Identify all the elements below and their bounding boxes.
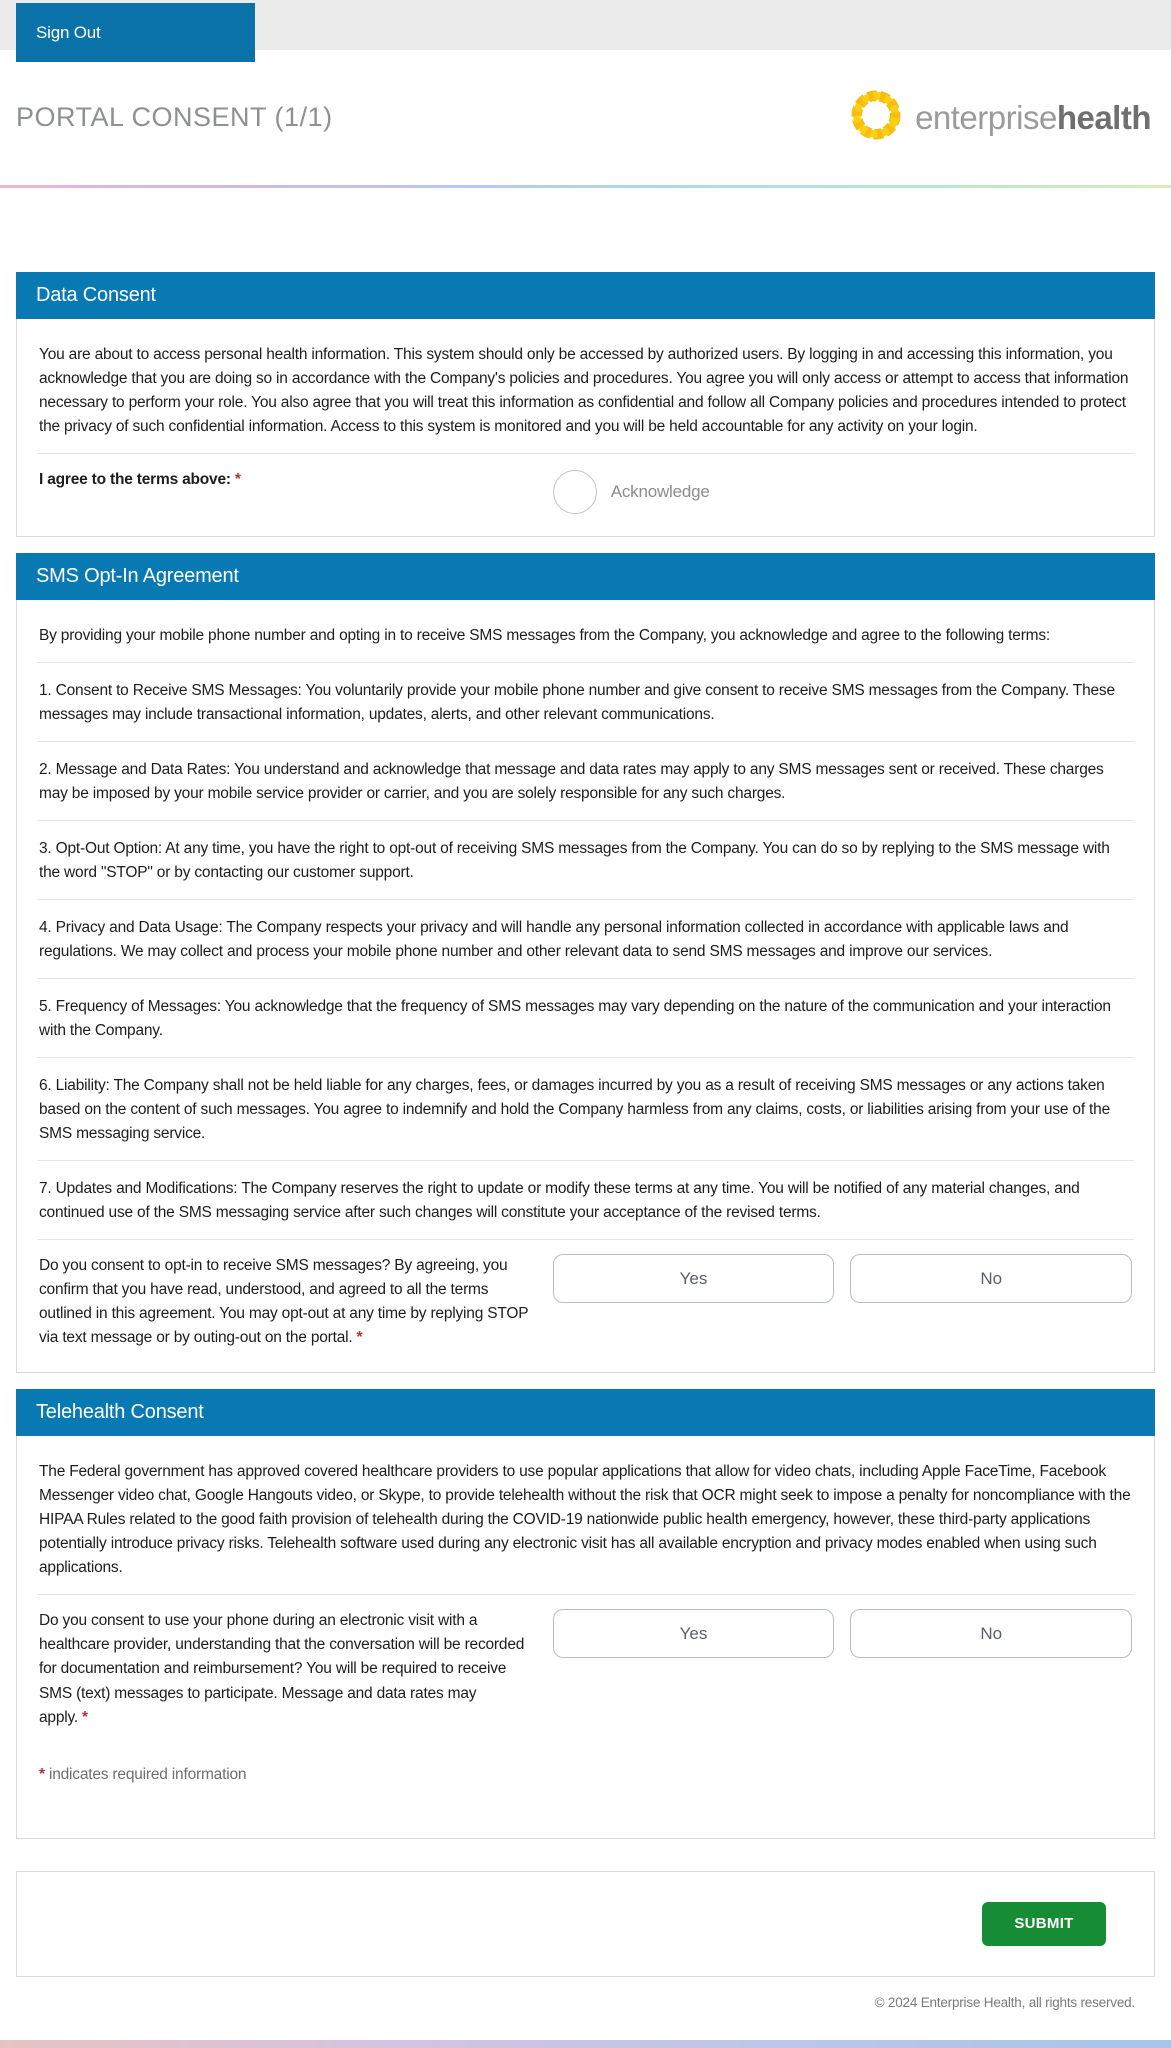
top-bar <box>0 0 1171 50</box>
sms-question-text: Do you consent to opt-in to receive SMS messages? By agreeing, you confirm that you have read, understood, and agreed to all the terms outlined in this agreement. You may opt-out at any time by replying STOP via text message or by outing-out on the portal. <box>39 1257 529 1347</box>
logo-word-enterprise: enterprise <box>915 98 1057 136</box>
sunflower-logo-icon <box>845 84 907 151</box>
bottom-gradient-bar <box>0 2040 1171 2048</box>
required-footnote <box>37 1738 1134 1824</box>
sms-term-4: 4. Privacy and Data Usage: The Company respects your privacy and will handle any personal information collected in accordance with applicable laws and regulations. We may collect and process your mobile phone number and other relevant data to send SMS messages and improve our services. <box>39 919 1069 961</box>
sms-intro-text: By providing your mobile phone number and opting in to receive SMS messages from the Company, you acknowledge and agree to the following terms: <box>39 627 1051 645</box>
acknowledge-label: Acknowledge <box>610 482 710 502</box>
telehealth-yes-button[interactable]: Yes <box>553 1609 835 1658</box>
telehealth-question-row <box>37 1595 1134 1737</box>
required-asterisk: * <box>234 471 241 489</box>
telehealth-question-text: Do you consent to use your phone during an electronic visit with a healthcare provider, understanding that the conversation will be recorded for documentation and reimbursement? You will be required to receive SMS (text) messages to participate. Message and data rates may apply. <box>39 1612 525 1726</box>
telehealth-body <box>16 1436 1155 1838</box>
telehealth-section <box>16 1389 1155 1838</box>
telehealth-question-label <box>39 1609 553 1729</box>
sms-yes-button[interactable]: Yes <box>553 1254 835 1303</box>
telehealth-no-button[interactable]: No <box>850 1609 1132 1658</box>
enterprise-health-logo <box>845 84 1151 151</box>
sms-term-5: 5. Frequency of Messages: You acknowledge that the frequency of SMS messages may vary depending on the nature of the communication and your interaction with the Company. <box>39 998 1111 1040</box>
agree-label-text: I agree to the terms above: <box>39 471 231 489</box>
sms-term-1: 1. Consent to Receive SMS Messages: You voluntarily provide your mobile phone number and give consent to receive SMS messages from the Company. These messages may include transactional information, updates, alerts, and other relevant communications. <box>39 682 1115 724</box>
data-consent-section <box>16 272 1155 537</box>
submit-button[interactable]: SUBMIT <box>982 1902 1106 1946</box>
sms-term-7: 7. Updates and Modifications: The Company reserves the right to update or modify these terms at any time. You will be notified of any material changes, and continued use of the SMS messaging service after such changes will constitute your acceptance of the revised terms. <box>39 1180 1080 1222</box>
sms-optin-body <box>16 600 1155 1373</box>
sms-optin-header: SMS Opt-In Agreement <box>16 553 1155 600</box>
agree-row <box>37 454 1134 522</box>
sms-no-button[interactable]: No <box>850 1254 1132 1303</box>
sms-question-row <box>37 1240 1134 1358</box>
required-footnote-text: indicates required information <box>48 1765 247 1783</box>
submit-bar <box>16 1871 1155 1977</box>
required-asterisk: * <box>356 1329 363 1347</box>
copyright-footer: © 2024 Enterprise Health, all rights reserved. <box>874 1994 1135 2010</box>
logo-word-health: health <box>1056 98 1151 136</box>
sms-term-2: 2. Message and Data Rates: You understand and acknowledge that message and data rates may apply to any SMS messages sent or received. These charges may be imposed by your mobile service provider or carrier, and you are solely responsible for any such charges. <box>39 761 1104 803</box>
acknowledge-option[interactable] <box>553 468 710 514</box>
page-title: PORTAL CONSENT (1/1) <box>16 102 333 132</box>
data-consent-text: You are about to access personal health information. This system should only be accessed by authorized users. By logging in and accessing this information, you acknowledge that you are doing so in accordance with the Company's policies and procedures. You agree you will only access or attempt to access that information necessary to perform your role. You also agree that you will treat this information as confidential and follow all Company policies and procedures intended to protect the privacy of such confidential information. Access to this system is monitored and you will be held accountable for any activity on your login. <box>39 346 1129 436</box>
main-content <box>0 188 1171 2010</box>
sms-term-6: 6. Liability: The Company shall not be held liable for any charges, fees, or damages incurred by you as a result of receiving SMS messages or any actions taken based on the content of such messages. You agree to indemnify and hold the Company harmless from any claims, costs, or liabilities arising from your use of the SMS messaging service. <box>39 1077 1111 1143</box>
required-asterisk: * <box>39 1765 45 1783</box>
agree-label <box>39 468 553 492</box>
sms-term-3: 3. Opt-Out Option: At any time, you have the right to opt-out of receiving SMS messages from the Company. You can do so by replying to the SMS message with the word "STOP" or by contacting our customer support. <box>39 840 1110 882</box>
sms-question-label <box>39 1254 553 1350</box>
acknowledge-radio[interactable] <box>553 470 597 514</box>
logo-wordmark <box>915 99 1151 137</box>
required-asterisk: * <box>82 1708 88 1726</box>
sms-optin-section <box>16 553 1155 1373</box>
page-header <box>0 50 1171 185</box>
sign-out-button[interactable]: Sign Out <box>16 3 255 62</box>
data-consent-body <box>16 319 1155 537</box>
data-consent-header: Data Consent <box>16 272 1155 319</box>
telehealth-text: The Federal government has approved covered healthcare providers to use popular applications that allow for video chats, including Apple FaceTime, Facebook Messenger video chat, Google Hangouts video, or Skype, to provide telehealth without the risk that OCR might seek to impose a penalty for noncompliance with the HIPAA Rules related to the good faith provision of telehealth during the COVID-19 nationwide public health emergency, however, these third-party applications potentially introduce privacy risks. Telehealth software used during any electronic visit has all available encryption and privacy modes enabled when using such applications. <box>39 1463 1131 1577</box>
telehealth-header: Telehealth Consent <box>16 1389 1155 1436</box>
